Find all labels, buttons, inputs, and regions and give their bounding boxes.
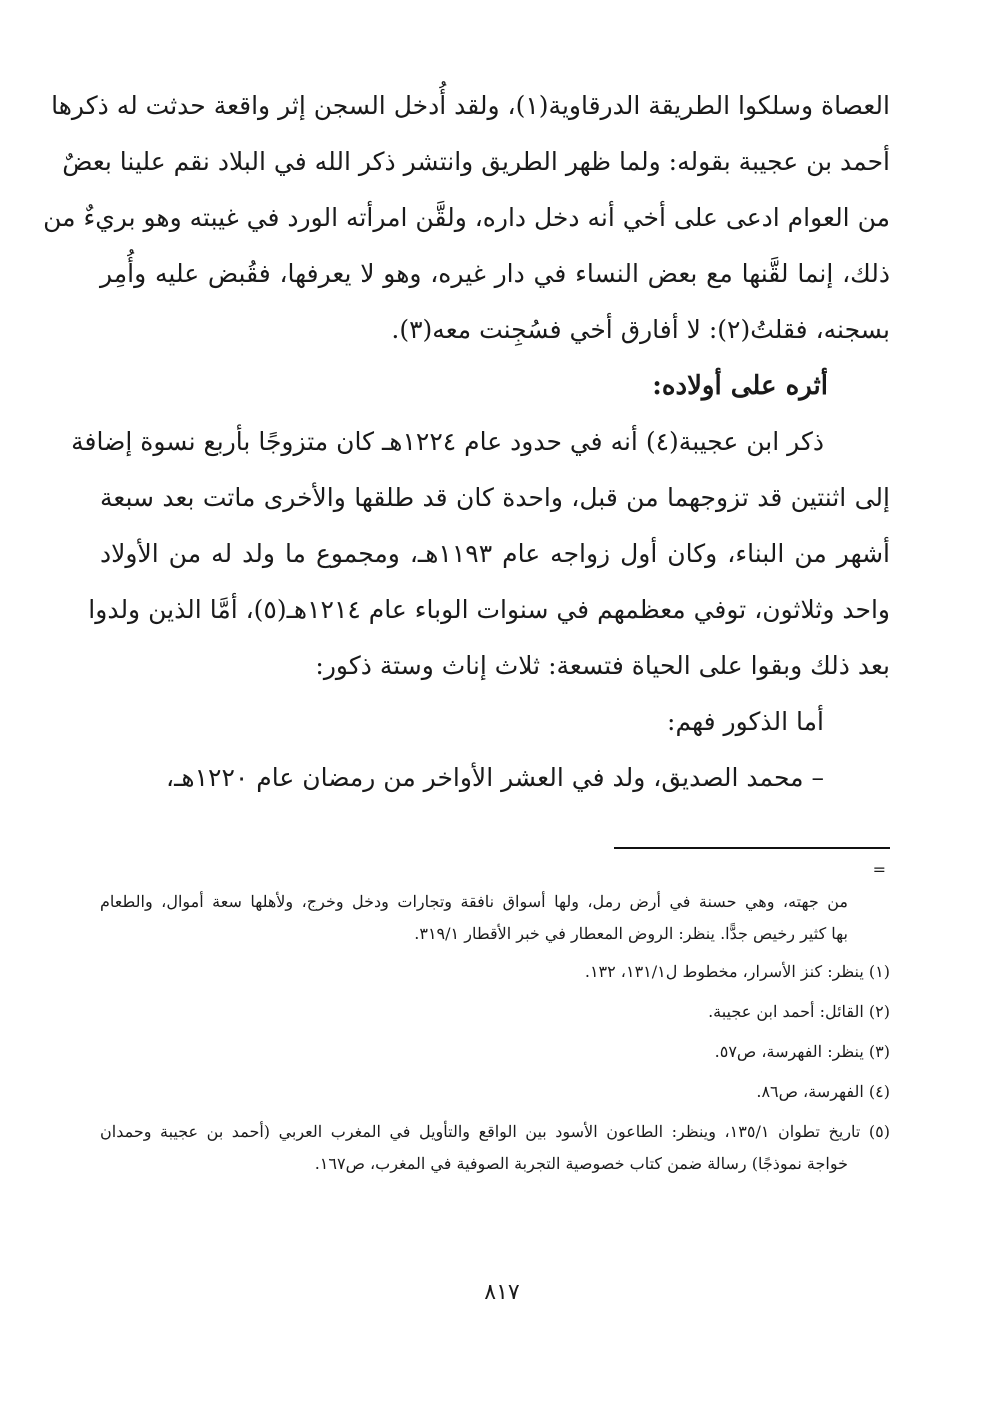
paragraph-1-line-3: من العوام ادعى على أخي أنه دخل داره، ولقَّن امرأته الورد في غيبته وهو بريءٌ من [43, 203, 890, 232]
footnote-continuation-line-1: من جهته، وهي حسنة في أرض رمل، ولها أسواق نافقة وتجارات ودخل وخرج، ولأهلها سعة أموال، والطعام [100, 892, 848, 911]
footnote-4: (٤) الفهرسة، ص٨٦. [756, 1082, 890, 1101]
paragraph-1-line-2: أحمد بن عجيبة بقوله: ولما ظهر الطريق وانتشر ذكر الله في البلاد نقم علينا بعضٌ [62, 147, 890, 176]
footnote-separator [614, 847, 890, 849]
paragraph-3: أما الذكور فهم: [667, 707, 824, 736]
footnote-1: (١) ينظر: كنز الأسرار، مخطوط ل١٣١/١، ١٣٢. [584, 962, 890, 981]
paragraph-1-line-1: العصاة وسلكوا الطريقة الدرقاوية(١)، ولقد أُدخل السجن إثر واقعة حدثت له ذكرها [51, 91, 890, 120]
paragraph-2-line-4: واحد وثلاثون، توفي معظمهم في سنوات الوباء عام ١٢١٤هـ(٥)، أمَّا الذين ولدوا [88, 595, 890, 624]
paragraph-2-line-5: بعد ذلك وبقوا على الحياة فتسعة: ثلاث إناث وستة ذكور: [315, 651, 890, 680]
main-text [43, 78, 890, 806]
footnote-continuation-mark: = [872, 860, 886, 879]
footnote-5-line-2: خواجة نموذجًا) رسالة ضمن كتاب خصوصية التجربة الصوفية في المغرب، ص١٦٧. [314, 1154, 848, 1173]
paragraph-1-line-4: ذلك، إنما لقَّنها مع بعض النساء في دار غيره، وهو لا يعرفها، فقُبض عليه وأُمِر [100, 259, 890, 288]
paragraph-1-line-5: بسجنه، فقلتُ(٢): لا أفارق أخي فسُجِنت معه(٣). [391, 315, 890, 344]
footnotes [100, 886, 890, 1180]
section-heading: أثره على أولاده: [652, 371, 828, 401]
footnote-2: (٢) القائل: أحمد ابن عجيبة. [708, 1002, 890, 1021]
list-item: – محمد الصديق، ولد في العشر الأواخر من رمضان عام ١٢٢٠هـ، [166, 763, 824, 792]
footnote-3: (٣) ينظر: الفهرسة، ص٥٧. [714, 1042, 890, 1061]
footnote-continuation-line-2: بها كثير رخيص جدًّا. ينظر: الروض المعطار في خبر الأقطار ٣١٩/١. [414, 924, 848, 943]
paragraph-2-line-3: أشهر من البناء، وكان أول زواجه عام ١١٩٣هـ، ومجموع ما ولد له من الأولاد [100, 539, 890, 568]
paragraph-2-line-2: إلى اثنتين قد تزوجهما من قبل، واحدة كان قد طلقها والأخرى ماتت بعد سبعة [100, 483, 890, 512]
paragraph-2-line-1: ذكر ابن عجيبة(٤) أنه في حدود عام ١٢٢٤هـ كان متزوجًا بأربع نسوة إضافة [71, 427, 824, 456]
page-number: ٨١٧ [484, 1280, 520, 1305]
footnote-5-line-1: (٥) تاريخ تطوان ١٣٥/١، وينظر: الطاعون الأسود بين الواقع والتأويل في المغرب العربي (أحمد بن عجيبة وحمدان [100, 1122, 891, 1141]
